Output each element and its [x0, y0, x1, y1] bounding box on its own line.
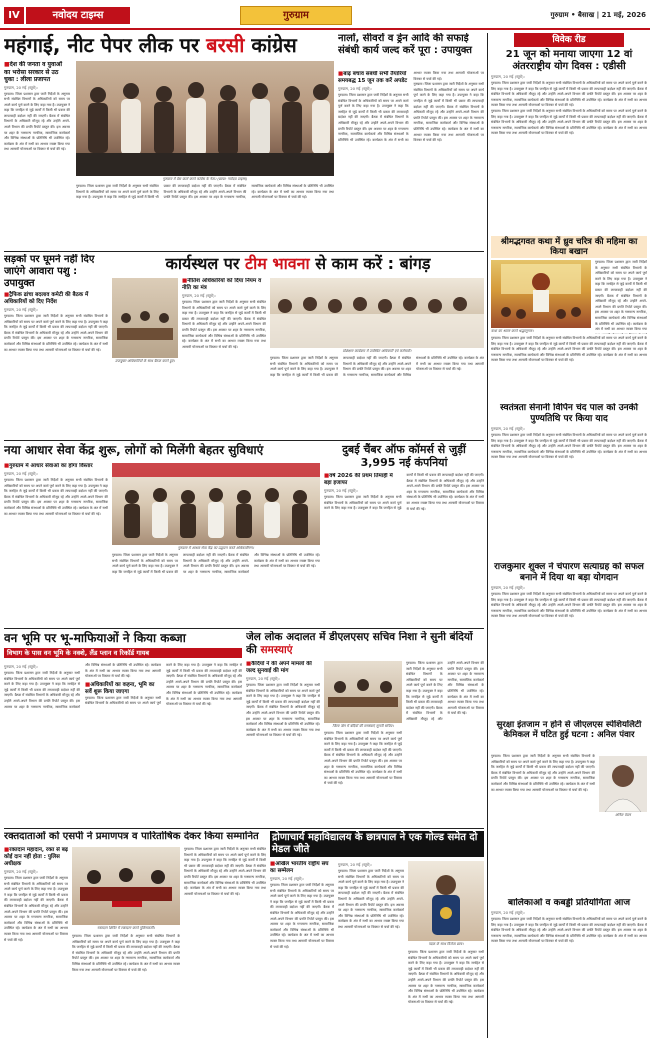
jail-left-col: [246, 661, 320, 825]
drona-text-2: गुरुग्राम। जिला प्रशासन द्वारा जारी निर्देशों के अनुसार सभी संबंधित विभागों के अधिकारियों को समय पर अपने कार्य पूर्ण करने के लिए कहा गया है। उपायुक्त ने कहा कि जनहित से जुड़े कार्यों में किसी भी प्रकार की लापरवाही बर्दाश्त नहीं की जाएगी। बैठक में संबंधित विभागों के अधिकारी मौजूद रहे और उन्होंने अपने-अपने विभाग की प्रगति रिपोर्ट प्रस्तुत की। इस अवसर पर शहर के गणमान्य नागरिक, सामाजिक कार्यकर्ता और विभिन्न संस्थाओं के प्रतिनिधि भी उपस्थित रहे। कार्यक्रम के अंत में सभी का आभार व्यक्त किया गया तथा आगामी योजनाओं पर विस्तार से चर्चा की गई।: [408, 950, 484, 1005]
meeting-photo: [112, 278, 178, 358]
aadhaar-byline: गुरुग्राम, 20 मई (ब्यूरो):: [4, 471, 38, 476]
blood-subhead: ■ रक्तदान महादान, रक्त से बढ़ कोई दान नहीं होता : पुलिस अधीक्षक: [4, 847, 68, 868]
rajkumar-headline: राजकुमार शुक्ल ने चंपारण सत्याग्रह को सफल बनाने में दिया था बड़ा योगदान: [494, 562, 644, 583]
section-tag: गुरुग्राम: [240, 6, 352, 25]
kids-story: [491, 898, 647, 1038]
page-number: IV: [4, 7, 24, 24]
jail-text: गुरुग्राम। जिला प्रशासन द्वारा जारी निर्देशों के अनुसार सभी संबंधित विभागों के अधिकारियों को समय पर अपने कार्य पूर्ण करने के लिए कहा गया है। उपायुक्त ने कहा कि जनहित से जुड़े कार्यों में किसी भी प्रकार की लापरवाही बर्दाश्त नहीं की जाएगी। बैठक में संबंधित विभागों के अधिकारी मौजूद रहे और उन्होंने अपने-अपने विभाग की प्रगति रिपोर्ट प्रस्तुत की। इस अवसर पर शहर के गणमान्य नागरिक, सामाजिक कार्यकर्ता और विभिन्न संस्थाओं के प्रतिनिधि भी उपस्थित रहे। कार्यक्रम के अंत में सभी का आभार व्यक्त किया गया तथा आगामी योजनाओं पर विस्तार से चर्चा की गई।: [246, 683, 320, 738]
forest-headline: वन भूमि पर भू-माफियाओं ने किया कब्जा: [4, 631, 186, 645]
aadhaar-photo-caption: गुरुग्राम में आधार सेवा केंद्र का उद्घाटन करते अधिकारीगण।: [178, 546, 254, 550]
vivek-headline: 21 जून को मनाया जाएगा 12 वां अंतरराष्ट्रीय योग दिवस : एडीसी: [505, 49, 633, 72]
rashtriya-byline: गुरुग्राम, 20 मई (ब्यूरो):: [270, 876, 304, 881]
aadhaar-photo: [112, 463, 320, 545]
blood-donation-icon: [72, 847, 180, 925]
dateline: गुरुग्राम • बैसाख | 21 मई, 2026: [550, 11, 646, 19]
blood-photo-caption: रक्तदान शिविर में रक्तदान करते पुलिसकर्मी।: [97, 926, 155, 930]
aadhaar-subhead: ■ गुरुग्राम में आधार सेवाओं का होगा विस्तार: [4, 463, 108, 470]
people-group-icon: [76, 61, 334, 176]
main-body-1: गुरुग्राम। जिला प्रशासन द्वारा जारी निर्देशों के अनुसार सभी संबंधित विभागों के अधिकारियों को समय पर अपने कार्य पूर्ण करने के लिए कहा गया है। उपायुक्त ने कहा कि जनहित से जुड़े कार्यों में किसी भी प्रकार की लापरवाही बर्दाश्त नहीं की जाएगी। बैठक में संबंधित विभागों के अधिकारी मौजूद रहे और उन्होंने अपने-अपने विभाग की प्रगति रिपोर्ट प्रस्तुत की। इस अवसर पर शहर के गणमान्य नागरिक, सामाजिक कार्यकर्ता और विभिन्न संस्थाओं के प्रतिनिधि भी उपस्थित रहे। कार्यक्रम के अंत में सभी का आभार व्यक्त किया गया तथा आगामी योजनाओं पर विस्तार से चर्चा की गई।: [4, 91, 70, 152]
forest-subhead: ■ अधिकारियों का कहना, भूमि का सर्वे शुरू किया जाएगा: [85, 682, 161, 696]
aadhaar-headline: नया आधार सेवा केंद्र शुरू, लोगों को मिलेंगी बेहतर सुविधाएं: [4, 443, 264, 457]
shrimad-headline: श्रीमद्भगवत कथा में ध्रुव चरित्र की महिमा का किया बखान: [491, 236, 647, 258]
person-portrait-icon: [599, 756, 647, 812]
aadhaar-left-col: [4, 463, 108, 625]
medal-winner-icon: [408, 861, 484, 941]
kirtan-photo-caption: कथा का श्रवण करते श्रद्धालुगण।: [491, 329, 534, 333]
blood-photo: [72, 847, 180, 925]
shrimad-story: [491, 236, 647, 400]
vivek-badge: विवेक रीड: [514, 33, 624, 47]
main-story: [4, 33, 334, 250]
shrimad-side-text: गुरुग्राम। जिला प्रशासन द्वारा जारी निर्देशों के अनुसार सभी संबंधित विभागों के अधिकारियों को समय पर अपने कार्य पूर्ण करने के लिए कहा गया है। उपायुक्त ने कहा कि जनहित से जुड़े कार्यों में किसी भी प्रकार की लापरवाही बर्दाश्त नहीं की जाएगी। बैठक में संबंधित विभागों के अधिकारी मौजूद रहे और उन्होंने अपने-अपने विभाग की प्रगति रिपोर्ट प्रस्तुत की। इस अवसर पर शहर के गणमान्य नागरिक, सामाजिक कार्यकर्ता और विभिन्न संस्थाओं के प्रतिनिधि भी उपस्थित रहे। कार्यक्रम के अंत में सभी का आभार व्यक्त किया गया: [595, 260, 647, 332]
team-story: [112, 254, 484, 439]
medal-photo: [408, 861, 484, 941]
jail-subhead: ■ कैदियों ने की अपने मामलों की जल्द सुनवाई की मांग: [246, 661, 320, 675]
main-body-2: गुरुग्राम। जिला प्रशासन द्वारा जारी निर्देशों के अनुसार सभी संबंधित विभागों के अधिकारियों को समय पर अपने कार्य पूर्ण करने के लिए कहा गया है। उपायुक्त ने कहा कि जनहित से जुड़े कार्यों में किसी भी प्रकार की लापरवाही बर्दाश्त नहीं की जाएगी। बैठक में संबंधित विभागों के अधिकारी मौजूद रहे और उन्होंने अपने-अपने विभाग की प्रगति रिपोर्ट प्रस्तुत की। इस अवसर पर शहर के गणमान्य नागरिक, सामाजिक कार्यकर्ता और विभिन्न संस्थाओं के प्रतिनिधि भी उपस्थित रहे। कार्यक्रम के अंत में सभी का आभार व्यक्त किया गया तथा आगामी योजनाओं पर विस्तार से चर्चा की गई।: [76, 184, 334, 200]
vipin-byline: गुरुग्राम, 20 मई (ब्यूरो):: [491, 426, 525, 431]
vipin-headline: स्वतंत्रता सेनानी विपिन चंद पाल को उनकी पुण्यतिथि पर किया याद: [500, 403, 638, 424]
roads-story: [4, 254, 108, 439]
rajkumar-byline: गुरुग्राम, 20 मई (ब्यूरो):: [491, 585, 525, 590]
kids-headline: बालिकाओं व कबड्डी प्रतियोगिता आज: [507, 898, 630, 908]
main-byline: गुरुग्राम, 20 मई (ब्यूरो):: [4, 84, 38, 90]
drona-mid-col: [338, 861, 404, 1039]
drain-subhead: ■ बाढ़ बचाव संबंधी सभी तैयारियों समयबद्ध 15 जून तक करें अपडेट: [338, 71, 409, 85]
drain-story: [338, 33, 484, 250]
medal-photo-caption: पदक के साथ विजेता छात्र।: [428, 942, 464, 946]
anil-photo-caption: अनिल पंवार: [615, 813, 631, 817]
vipin-story: [491, 403, 647, 560]
forest-byline: गुरुग्राम, 20 मई (ब्यूरो):: [4, 664, 38, 669]
jail-text-3: गुरुग्राम। जिला प्रशासन द्वारा जारी निर्देशों के अनुसार सभी संबंधित विभागों के अधिकारियों को समय पर अपने कार्य पूर्ण करने के लिए कहा गया है। उपायुक्त ने कहा कि जनहित से जुड़े कार्यों में किसी भी प्रकार की लापरवाही बर्दाश्त नहीं की जाएगी। बैठक में संबंधित विभागों के अधिकारी मौजूद रहे और उन्होंने अपने-अपने विभाग की प्रगति रिपोर्ट प्रस्तुत की। इस अवसर पर शहर के गणमान्य नागरिक, सामाजिक कार्यकर्ता और विभिन्न संस्थाओं के प्रतिनिधि भी उपस्थित रहे। कार्यक्रम के अंत में सभी का आभार व्यक्त किया गया तथा आगामी योजनाओं पर विस्तार से चर्चा की गई।: [406, 661, 484, 721]
blood-text: गुरुग्राम। जिला प्रशासन द्वारा जारी निर्देशों के अनुसार सभी संबंधित विभागों के अधिकारियों को समय पर अपने कार्य पूर्ण करने के लिए कहा गया है। उपायुक्त ने कहा कि जनहित से जुड़े कार्यों में किसी भी प्रकार की लापरवाही बर्दाश्त नहीं की जाएगी। बैठक में संबंधित विभागों के अधिकारी मौजूद रहे और उन्होंने अपने-अपने विभाग की प्रगति रिपोर्ट प्रस्तुत की। इस अवसर पर शहर के गणमान्य नागरिक, सामाजिक कार्यकर्ता और विभिन्न संस्थाओं के प्रतिनिधि भी उपस्थित रहे। कार्यक्रम के अंत में सभी का आभार व्यक्त किया गया तथा आगामी योजनाओं पर विस्तार से चर्चा की गई।: [4, 876, 68, 942]
blood-left-col: [4, 847, 68, 1039]
aadhaar-text: गुरुग्राम। जिला प्रशासन द्वारा जारी निर्देशों के अनुसार सभी संबंधित विभागों के अधिकारियों को समय पर अपने कार्य पूर्ण करने के लिए कहा गया है। उपायुक्त ने कहा कि जनहित से जुड़े कार्यों में किसी भी प्रकार की लापरवाही बर्दाश्त नहीं की जाएगी। बैठक में संबंधित विभागों के अधिकारी मौजूद रहे और उन्होंने अपने-अपने विभाग की प्रगति रिपोर्ट प्रस्तुत की। इस अवसर पर शहर के गणमान्य नागरिक, सामाजिक कार्यकर्ता और विभिन्न संस्थाओं के प्रतिनिधि भी उपस्थित रहे। कार्यक्रम के अंत में सभी का आभार व्यक्त किया गया तथा आगामी योजनाओं पर विस्तार से चर्चा की गई।: [4, 478, 108, 516]
chamber-subhead: ■ वर्ष 2026 की प्रथम तिमाही में बड़ा इजाफा: [324, 473, 402, 487]
team-text: गुरुग्राम। जिला प्रशासन द्वारा जारी निर्देशों के अनुसार सभी संबंधित विभागों के अधिकारियों को समय पर अपने कार्य पूर्ण करने के लिए कहा गया है। उपायुक्त ने कहा कि जनहित से जुड़े कार्यों में किसी भी प्रकार की लापरवाही बर्दाश्त नहीं की जाएगी। बैठक में संबंधित विभागों के अधिकारी मौजूद रहे और उन्होंने अपने-अपने विभाग की प्रगति रिपोर्ट प्रस्तुत की। इस अवसर पर शहर के गणमान्य नागरिक, सामाजिक कार्यकर्ता और विभिन्न संस्थाओं के प्रतिनिधि भी उपस्थित रहे। कार्यक्रम के अंत में सभी का आभार व्यक्त किया गया तथा आगामी योजनाओं पर विस्तार से चर्चा की गई।: [182, 300, 266, 349]
court-session-icon: [324, 661, 402, 723]
jail-photo-caption: जिला जेल में बंदियों की समस्याएं सुनती सचिव।: [332, 724, 394, 728]
drona-left-col: [270, 861, 334, 1039]
main-left-col: [4, 61, 70, 249]
anil-photo: [599, 756, 647, 812]
shrimad-text: गुरुग्राम। जिला प्रशासन द्वारा जारी निर्देशों के अनुसार सभी संबंधित विभागों के अधिकारियों को समय पर अपने कार्य पूर्ण करने के लिए कहा गया है। उपायुक्त ने कहा कि जनहित से जुड़े कार्यों में किसी भी प्रकार की लापरवाही बर्दाश्त नहीं की जाएगी। बैठक में संबंधित विभागों के अधिकारी मौजूद रहे और उन्होंने अपने-अपने विभाग की प्रगति रिपोर्ट प्रस्तुत की। इस अवसर पर शहर के गणमान्य नागरिक, सामाजिक कार्यकर्ता और विभिन्न संस्थाओं के प्रतिनिधि भी उपस्थित रहे। कार्यक्रम के अंत में सभी का आभार व्यक्त किया गया तथा आगामी योजनाओं पर विस्तार से चर्चा की गई।: [491, 336, 647, 363]
vivek-text: गुरुग्राम। जिला प्रशासन द्वारा जारी निर्देशों के अनुसार सभी संबंधित विभागों के अधिकारियों को समय पर अपने कार्य पूर्ण करने के लिए कहा गया है। उपायुक्त ने कहा कि जनहित से जुड़े कार्यों में किसी भी प्रकार की लापरवाही बर्दाश्त नहीं की जाएगी। बैठक में संबंधित विभागों के अधिकारी मौजूद रहे और उन्होंने अपने-अपने विभाग की प्रगति रिपोर्ट प्रस्तुत की। इस अवसर पर शहर के गणमान्य नागरिक, सामाजिक कार्यकर्ता और विभिन्न संस्थाओं के प्रतिनिधि भी उपस्थित रहे। कार्यक्रम के अंत में सभी का आभार व्यक्त किया गया तथा आगामी योजनाओं पर विस्तार से चर्चा की गई।: [491, 81, 647, 108]
forest-story: [4, 631, 242, 825]
blood-headline: रक्तदाताओं को एसपी ने प्रमाणपत्र व पारितोषिक देकर किया सम्मानित: [4, 831, 259, 842]
rashtriya-text: गुरुग्राम। जिला प्रशासन द्वारा जारी निर्देशों के अनुसार सभी संबंधित विभागों के अधिकारियों को समय पर अपने कार्य पूर्ण करने के लिए कहा गया है। उपायुक्त ने कहा कि जनहित से जुड़े कार्यों में किसी भी प्रकार की लापरवाही बर्दाश्त नहीं की जाएगी। बैठक में संबंधित विभागों के अधिकारी मौजूद रहे और उन्होंने अपने-अपने विभाग की प्रगति रिपोर्ट प्रस्तुत की। इस अवसर पर शहर के गणमान्य नागरिक, सामाजिक कार्यकर्ता और विभिन्न संस्थाओं के प्रतिनिधि भी उपस्थित रहे। कार्यक्रम के अंत में सभी का आभार व्यक्त किया गया तथा आगामी योजनाओं पर विस्तार से चर्चा की गई।: [270, 883, 334, 949]
vivek-text-2: गुरुग्राम। जिला प्रशासन द्वारा जारी निर्देशों के अनुसार सभी संबंधित विभागों के अधिकारियों को समय पर अपने कार्य पूर्ण करने के लिए कहा गया है। उपायुक्त ने कहा कि जनहित से जुड़े कार्यों में किसी भी प्रकार की लापरवाही बर्दाश्त नहीं की जाएगी। बैठक में संबंधित विभागों के अधिकारी मौजूद रहे और उन्होंने अपने-अपने विभाग की प्रगति रिपोर्ट प्रस्तुत की। इस अवसर पर शहर के गणमान्य नागरिक, सामाजिक कार्यकर्ता और विभिन्न संस्थाओं के प्रतिनिधि भी उपस्थित रहे। कार्यक्रम के अंत में सभी का आभार व्यक्त किया गया तथा आगामी योजनाओं पर विस्तार से चर्चा की गई।: [491, 108, 647, 136]
forest-text-2: गुरुग्राम। जिला प्रशासन द्वारा जारी निर्देशों के अनुसार सभी संबंधित विभागों के अधिकारियों को समय पर अपने कार्य पूर्ण करने के लिए कहा गया है। उपायुक्त ने कहा कि जनहित से जुड़े कार्यों में किसी भी प्रकार की लापरवाही बर्दाश्त नहीं की जाएगी। बैठक में संबंधित विभागों के अधिकारी मौजूद रहे और उन्होंने अपने-अपने विभाग की प्रगति रिपोर्ट प्रस्तुत की। इस अवसर पर शहर के गणमान्य नागरिक, सामाजिक कार्यकर्ता और विभिन्न संस्थाओं के प्रतिनिधि भी उपस्थित रहे। कार्यक्रम के अंत में सभी का आभार व्यक्त किया गया तथा आगामी योजनाओं पर विस्तार से चर्चा की गई।: [85, 663, 242, 707]
chamber-body: [324, 473, 484, 625]
forest-body: [4, 663, 242, 825]
drain-text-2: गुरुग्राम। जिला प्रशासन द्वारा जारी निर्देशों के अनुसार सभी संबंधित विभागों के अधिकारियों को समय पर अपने कार्य पूर्ण करने के लिए कहा गया है। उपायुक्त ने कहा कि जनहित से जुड़े कार्यों में किसी भी प्रकार की लापरवाही बर्दाश्त नहीं की जाएगी। बैठक में संबंधित विभागों के अधिकारी मौजूद रहे और उन्होंने अपने-अपने विभाग की प्रगति रिपोर्ट प्रस्तुत की। इस अवसर पर शहर के गणमान्य नागरिक, सामाजिक कार्यकर्ता और विभिन्न संस्थाओं के प्रतिनिधि भी उपस्थित रहे। कार्यक्रम के अंत में सभी का आभार व्यक्त किया गया तथा आगामी योजनाओं पर विस्तार से चर्चा की गई।: [413, 82, 484, 143]
roads-subhead: ■ ट्रैफिक ढांचा बदलाव कमेटी की बैठक में अधिकारियों को दिए निर्देश: [4, 292, 108, 306]
meeting-table-icon: [112, 278, 178, 358]
meeting-photo-caption: उपायुक्त अधिकारियों के साथ बैठक करते हुए।: [115, 359, 175, 363]
roads-headline: सड़कों पर घूमने नहीं दिए जाएंगे आवारा पशु : उपायुक्त: [4, 254, 95, 289]
congress-photo-caption: गुरुग्राम में प्रेस वार्ता करते कांग्रेस के नेता। (छाया: नवोदय टाइम्स): [162, 177, 248, 181]
drain-byline: गुरुग्राम, 20 मई (ब्यूरो):: [338, 86, 372, 91]
drona-headline: द्रोणाचार्य महाविद्यालय के छात्रपाल ने एक गोल्ड समेत दो मेडल जीते: [270, 831, 484, 857]
security-headline: सुरक्षा इंतजाम न होने से जीएलएस स्पेशियलिटी केमिकल में घटित हुई घटना : अनिल पंवार: [496, 720, 642, 740]
training-photo-caption: प्रशिक्षण कार्यक्रम में उपस्थित अधिकारी एवं कर्मचारी।: [342, 349, 412, 353]
vipin-text: गुरुग्राम। जिला प्रशासन द्वारा जारी निर्देशों के अनुसार सभी संबंधित विभागों के अधिकारियों को समय पर अपने कार्य पूर्ण करने के लिए कहा गया है। उपायुक्त ने कहा कि जनहित से जुड़े कार्यों में किसी भी प्रकार की लापरवाही बर्दाश्त नहीं की जाएगी। बैठक में संबंधित विभागों के अधिकारी मौजूद रहे और उन्होंने अपने-अपने विभाग की प्रगति रिपोर्ट प्रस्तुत की। इस अवसर पर शहर के गणमान्य नागरिक, सामाजिक कार्यकर्ता और विभिन्न संस्थाओं के प्रतिनिधि भी उपस्थित रहे। कार्यक्रम के अंत में सभी का आभार व्यक्त किया गया तथा आगामी योजनाओं पर विस्तार से चर्चा की गई।: [491, 433, 647, 460]
forest-text: गुरुग्राम। जिला प्रशासन द्वारा जारी निर्देशों के अनुसार सभी संबंधित विभागों के अधिकारियों को समय पर अपने कार्य पूर्ण करने के लिए कहा गया है। उपायुक्त ने कहा कि जनहित से जुड़े कार्यों में किसी भी प्रकार की लापरवाही बर्दाश्त नहीं की जाएगी। बैठक में संबंधित विभागों के अधिकारी मौजूद रहे और उन्होंने अपने-अपने विभाग की प्रगति रिपोर्ट प्रस्तुत की। इस अवसर पर शहर के गणमान्य नागरिक, सामाजिक कार्यकर्ता और विभिन्न संस्थाओं के प्रतिनिधि भी उपस्थित रहे। कार्यक्रम के अंत में सभी का आभार व्यक्त किया गया तथा आगामी योजनाओं पर विस्तार से चर्चा की गई।: [4, 663, 161, 709]
drain-body: [338, 71, 484, 249]
vivek-story: [491, 33, 647, 235]
blood-story: [4, 831, 266, 1039]
drona-text: गुरुग्राम। जिला प्रशासन द्वारा जारी निर्देशों के अनुसार सभी संबंधित विभागों के अधिकारियों को समय पर अपने कार्य पूर्ण करने के लिए कहा गया है। उपायुक्त ने कहा कि जनहित से जुड़े कार्यों में किसी भी प्रकार की लापरवाही बर्दाश्त नहीं की जाएगी। बैठक में संबंधित विभागों के अधिकारी मौजूद रहे और उन्होंने अपने-अपने विभाग की प्रगति रिपोर्ट प्रस्तुत की। इस अवसर पर शहर के गणमान्य नागरिक, सामाजिक कार्यकर्ता और विभिन्न संस्थाओं के प्रतिनिधि भी उपस्थित रहे। कार्यक्रम के अंत में सभी का आभार व्यक्त किया गया तथा आगामी योजनाओं पर विस्तार से चर्चा की गई।: [338, 869, 404, 929]
chamber-story: [324, 443, 484, 626]
blood-byline: गुरुग्राम, 20 मई (ब्यूरो):: [4, 869, 38, 874]
team-headline: कार्यस्थल पर टीम भावना से काम करें : बांगड़: [165, 254, 431, 273]
drain-headline: नालों, सीवरों व ड्रेन आदि की सफाई संबंधी कार्य जल्द करें पूरा : उपायुक्त: [338, 33, 472, 56]
team-text-2: गुरुग्राम। जिला प्रशासन द्वारा जारी निर्देशों के अनुसार सभी संबंधित विभागों के अधिकारियों को समय पर अपने कार्य पूर्ण करने के लिए कहा गया है। उपायुक्त ने कहा कि जनहित से जुड़े कार्यों में किसी भी प्रकार की लापरवाही बर्दाश्त नहीं की जाएगी। बैठक में संबंधित विभागों के अधिकारी मौजूद रहे और उन्होंने अपने-अपने विभाग की प्रगति रिपोर्ट प्रस्तुत की। इस अवसर पर शहर के गणमान्य नागरिक, सामाजिक कार्यकर्ता और विभिन्न संस्थाओं के प्रतिनिधि भी उपस्थित रहे। कार्यक्रम के अंत में सभी का आभार व्यक्त किया गया तथा आगामी योजनाओं पर विस्तार से चर्चा की गई।: [270, 356, 484, 377]
aadhaar-text-2: गुरुग्राम। जिला प्रशासन द्वारा जारी निर्देशों के अनुसार सभी संबंधित विभागों के अधिकारियों को समय पर अपने कार्य पूर्ण करने के लिए कहा गया है। उपायुक्त ने कहा कि जनहित से जुड़े कार्यों में किसी भी प्रकार की लापरवाही बर्दाश्त नहीं की जाएगी। बैठक में संबंधित विभागों के अधिकारी मौजूद रहे और उन्होंने अपने-अपने विभाग की प्रगति रिपोर्ट प्रस्तुत की। इस अवसर पर शहर के गणमान्य नागरिक, सामाजिक कार्यकर्ता और विभिन्न संस्थाओं के प्रतिनिधि भी उपस्थित रहे। कार्यक्रम के अंत में सभी का आभार व्यक्त किया गया तथा आगामी योजनाओं पर विस्तार से चर्चा की गई।: [112, 553, 320, 574]
jail-headline: जेल लोक अदालत में डीएलएसए सचिव निशा ने सुनी बंदियों की समस्याएं: [246, 631, 473, 656]
team-subhead: ■ नीतिश अधिकारियों को दिया नियम व नीति का मंत्र: [182, 278, 266, 292]
rajkumar-text: गुरुग्राम। जिला प्रशासन द्वारा जारी निर्देशों के अनुसार सभी संबंधित विभागों के अधिकारियों को समय पर अपने कार्य पूर्ण करने के लिए कहा गया है। उपायुक्त ने कहा कि जनहित से जुड़े कार्यों में किसी भी प्रकार की लापरवाही बर्दाश्त नहीं की जाएगी। बैठक में संबंधित विभागों के अधिकारी मौजूद रहे और उन्होंने अपने-अपने विभाग की प्रगति रिपोर्ट प्रस्तुत की। इस अवसर पर शहर के गणमान्य नागरिक, सामाजिक कार्यकर्ता और विभिन्न संस्थाओं के प्रतिनिधि भी उपस्थित रहे। कार्यक्रम के अंत में सभी का आभार व्यक्त किया गया तथा आगामी योजनाओं पर विस्तार से चर्चा की गई।: [491, 592, 647, 619]
chamber-headline: दुबई चैंबर ऑफ कॉमर्स से जुड़ीं 3,995 नई कंपनियां: [342, 443, 466, 469]
roads-text: गुरुग्राम। जिला प्रशासन द्वारा जारी निर्देशों के अनुसार सभी संबंधित विभागों के अधिकारियों को समय पर अपने कार्य पूर्ण करने के लिए कहा गया है। उपायुक्त ने कहा कि जनहित से जुड़े कार्यों में किसी भी प्रकार की लापरवाही बर्दाश्त नहीं की जाएगी। बैठक में संबंधित विभागों के अधिकारी मौजूद रहे और उन्होंने अपने-अपने विभाग की प्रगति रिपोर्ट प्रस्तुत की। इस अवसर पर शहर के गणमान्य नागरिक, सामाजिक कार्यकर्ता और विभिन्न संस्थाओं के प्रतिनिधि भी उपस्थित रहे। कार्यक्रम के अंत में सभी का आभार व्यक्त किया गया तथा आगामी योजनाओं पर विस्तार से चर्चा की गई।: [4, 314, 108, 352]
paper-logo: नवोदय टाइम्स: [26, 7, 130, 24]
congress-photo: [76, 61, 334, 176]
team-byline: गुरुग्राम, 20 मई (ब्यूरो):: [182, 293, 216, 298]
inauguration-group-icon: [112, 463, 320, 545]
masthead: [0, 0, 650, 30]
blood-text-3: गुरुग्राम। जिला प्रशासन द्वारा जारी निर्देशों के अनुसार सभी संबंधित विभागों के अधिकारियों को समय पर अपने कार्य पूर्ण करने के लिए कहा गया है। उपायुक्त ने कहा कि जनहित से जुड़े कार्यों में किसी भी प्रकार की लापरवाही बर्दाश्त नहीं की जाएगी। बैठक में संबंधित विभागों के अधिकारी मौजूद रहे और उन्होंने अपने-अपने विभाग की प्रगति रिपोर्ट प्रस्तुत की। इस अवसर पर शहर के गणमान्य नागरिक, सामाजिक कार्यकर्ता और विभिन्न संस्थाओं के प्रतिनिधि भी उपस्थित रहे। कार्यक्रम के अंत में सभी का आभार व्यक्त किया गया तथा आगामी योजनाओं पर विस्तार से चर्चा की गई।: [184, 847, 266, 896]
chamber-byline: गुरुग्राम, 20 मई (ब्यूरो):: [324, 488, 358, 493]
main-subhead: ■ देश की जनता व युवाओं का भरोसा सरकार से उठ चुका : लीला प्रजापत: [4, 61, 70, 84]
security-text: गुरुग्राम। जिला प्रशासन द्वारा जारी निर्देशों के अनुसार सभी संबंधित विभागों के अधिकारियों को समय पर अपने कार्य पूर्ण करने के लिए कहा गया है। उपायुक्त ने कहा कि जनहित से जुड़े कार्यों में किसी भी प्रकार की लापरवाही बर्दाश्त नहीं की जाएगी। बैठक में संबंधित विभागों के अधिकारी मौजूद रहे और उन्होंने अपने-अपने विभाग की प्रगति रिपोर्ट प्रस्तुत की। इस अवसर पर शहर के गणमान्य नागरिक, सामाजिक कार्यकर्ता और विभिन्न संस्थाओं के प्रतिनिधि भी उपस्थित रहे। कार्यक्रम के अंत में सभी का आभार व्यक्त किया गया तथा आगामी योजनाओं पर विस्तार से चर्चा की गई।: [491, 754, 595, 792]
jail-text-2: गुरुग्राम। जिला प्रशासन द्वारा जारी निर्देशों के अनुसार सभी संबंधित विभागों के अधिकारियों को समय पर अपने कार्य पूर्ण करने के लिए कहा गया है। उपायुक्त ने कहा कि जनहित से जुड़े कार्यों में किसी भी प्रकार की लापरवाही बर्दाश्त नहीं की जाएगी। बैठक में संबंधित विभागों के अधिकारी मौजूद रहे और उन्होंने अपने-अपने विभाग की प्रगति रिपोर्ट प्रस्तुत की। इस अवसर पर शहर के गणमान्य नागरिक, सामाजिक कार्यकर्ता और विभिन्न संस्थाओं के प्रतिनिधि भी उपस्थित रहे। कार्यक्रम के अंत में सभी का आभार व्यक्त किया गया तथा आगामी योजनाओं पर विस्तार से चर्चा की गई।: [324, 731, 402, 786]
stage-decor-icon: [491, 260, 591, 328]
jail-story: [246, 631, 484, 825]
drona-story: [270, 831, 484, 1039]
aadhaar-story: [4, 443, 320, 626]
vivek-byline: गुरुग्राम, 20 मई (ब्यूरो):: [491, 74, 525, 79]
blood-text-2: गुरुग्राम। जिला प्रशासन द्वारा जारी निर्देशों के अनुसार सभी संबंधित विभागों के अधिकारियों को समय पर अपने कार्य पूर्ण करने के लिए कहा गया है। उपायुक्त ने कहा कि जनहित से जुड़े कार्यों में किसी भी प्रकार की लापरवाही बर्दाश्त नहीं की जाएगी। बैठक में संबंधित विभागों के अधिकारी मौजूद रहे और उन्होंने अपने-अपने विभाग की प्रगति रिपोर्ट प्रस्तुत की। इस अवसर पर शहर के गणमान्य नागरिक, सामाजिक कार्यकर्ता और विभिन्न संस्थाओं के प्रतिनिधि भी उपस्थित रहे। कार्यक्रम के अंत में सभी का आभार व्यक्त किया गया तथा आगामी योजनाओं पर विस्तार से चर्चा की गई।: [72, 934, 180, 972]
jail-photo: [324, 661, 402, 723]
kids-byline: गुरुग्राम, 20 मई (ब्यूरो):: [491, 910, 525, 915]
security-story: [491, 720, 647, 896]
training-photo: [270, 278, 484, 348]
main-headline: महंगाई, नीट पेपर लीक पर बरसी कांग्रेस: [4, 33, 297, 57]
kirtan-photo: [491, 260, 591, 328]
drain-text: गुरुग्राम। जिला प्रशासन द्वारा जारी निर्देशों के अनुसार सभी संबंधित विभागों के अधिकारियों को समय पर अपने कार्य पूर्ण करने के लिए कहा गया है। उपायुक्त ने कहा कि जनहित से जुड़े कार्यों में किसी भी प्रकार की लापरवाही बर्दाश्त नहीं की जाएगी। बैठक में संबंधित विभागों के अधिकारी मौजूद रहे और उन्होंने अपने-अपने विभाग की प्रगति रिपोर्ट प्रस्तुत की। इस अवसर पर शहर के गणमान्य नागरिक, सामाजिक कार्यकर्ता और विभिन्न संस्थाओं के प्रतिनिधि भी उपस्थित रहे। कार्यक्रम के अंत में सभी का आभार व्यक्त किया गया तथा आगामी योजनाओं पर विस्तार से चर्चा की गई।: [338, 71, 484, 142]
rashtriya-subhead: ■ अखिल भारतीय राष्ट्रीय संघ का सम्मेलन: [270, 861, 334, 875]
chamber-text: गुरुग्राम। जिला प्रशासन द्वारा जारी निर्देशों के अनुसार सभी संबंधित विभागों के अधिकारियों को समय पर अपने कार्य पूर्ण करने के लिए कहा गया है। उपायुक्त ने कहा कि जनहित से जुड़े कार्यों में किसी भी प्रकार की लापरवाही बर्दाश्त नहीं की जाएगी। बैठक में संबंधित विभागों के अधिकारी मौजूद रहे और उन्होंने अपने-अपने विभाग की प्रगति रिपोर्ट प्रस्तुत की। इस अवसर पर शहर के गणमान्य नागरिक, सामाजिक कार्यकर्ता और विभिन्न संस्थाओं के प्रतिनिधि भी उपस्थित रहे। कार्यक्रम के अंत में सभी का आभार व्यक्त किया गया तथा आगामी योजनाओं पर विस्तार से चर्चा की गई।: [324, 473, 484, 511]
drona-byline: गुरुग्राम, 20 मई (ब्यूरो):: [338, 862, 372, 867]
rajkumar-story: [491, 562, 647, 718]
team-left-col: [182, 278, 266, 438]
attendees-row-icon: [270, 278, 484, 348]
forest-banner: विभाग के पास वन भूमि के नक्शे, लैंड प्लान व रिकॉर्ड गायब: [4, 648, 242, 658]
roads-byline: गुरुग्राम, 20 मई (ब्यूरो):: [4, 307, 38, 312]
jail-byline: गुरुग्राम, 20 मई (ब्यूरो):: [246, 676, 280, 681]
kids-text: गुरुग्राम। जिला प्रशासन द्वारा जारी निर्देशों के अनुसार सभी संबंधित विभागों के अधिकारियों को समय पर अपने कार्य पूर्ण करने के लिए कहा गया है। उपायुक्त ने कहा कि जनहित से जुड़े कार्यों में किसी भी प्रकार की लापरवाही बर्दाश्त नहीं की जाएगी। बैठक में संबंधित विभागों के अधिकारी मौजूद रहे और उन्होंने अपने-अपने विभाग की प्रगति रिपोर्ट प्रस्तुत की। इस अवसर पर शहर के गणमान्य नागरिक, सामाजिक कार्यकर्ता और विभिन्न संस्थाओं के प्रतिनिधि भी उपस्थित रहे। कार्यक्रम के अंत में सभी का आभार व्यक्त किया गया तथा आगामी योजनाओं पर विस्तार से चर्चा की गई।: [491, 917, 647, 944]
